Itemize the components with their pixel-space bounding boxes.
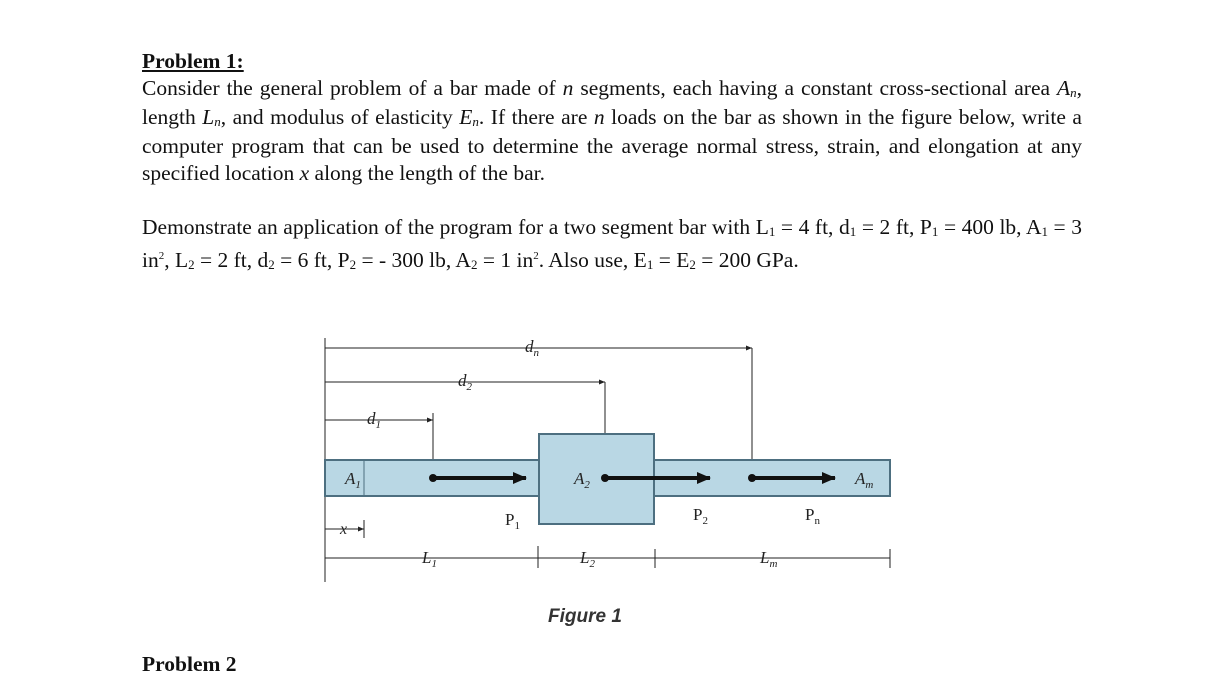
load-point-1 <box>429 474 437 482</box>
label-x: x <box>340 521 348 538</box>
problem-heading: Problem 1: <box>142 49 244 73</box>
problem-paragraph-2: Demonstrate an application of the program for a two segment bar with $L_1 = 4$ ft, $d_1 = 2$ ft, $P_1 = 400$ lb, $A_1 = 3$ $in^2$, $L_2 = 2$ ft, $d_2 = 6$ ft, $P_2$ = - 300 lb, $A_2 = 1$ $in^2$. Also use, $E_1 = E_2 = 200$ GPa. <box>142 215 1082 273</box>
load-point-n <box>748 474 756 482</box>
label-Am: $A_m$ <box>855 469 874 491</box>
next-problem-heading: Problem 2 <box>142 652 237 676</box>
label-L2: $L_2$ <box>580 548 595 570</box>
bar-figure <box>300 320 900 590</box>
label-A1: $A_1$ <box>345 469 361 491</box>
load-point-2 <box>601 474 609 482</box>
label-P1: $P_1$ <box>505 510 520 532</box>
label-dn: $d_n$ <box>525 337 539 359</box>
label-A2: $A_2$ <box>574 469 590 491</box>
label-Pn: $P_n$ <box>805 505 820 527</box>
label-d2: $d_2$ <box>458 371 472 393</box>
label-d1: $d_1$ <box>367 409 381 431</box>
label-P2: $P_2$ <box>693 505 708 527</box>
label-L1: $L_1$ <box>422 548 437 570</box>
problem-paragraph-1: Consider the general problem of a bar made of n segments, each having a constant cross-sectional area $A_n$, length $L_n$, and modulus of elasticity $E_n$. If there are n loads on the bar as shown in the figure below, write a computer program that can be used to determine the average normal stress, strain, and elongation at any specified location x along the length of the bar. <box>142 76 1083 185</box>
label-Lm: $L_m$ <box>760 548 778 570</box>
figure-caption: Figure 1 <box>548 606 622 627</box>
problem-text <box>142 48 1082 276</box>
